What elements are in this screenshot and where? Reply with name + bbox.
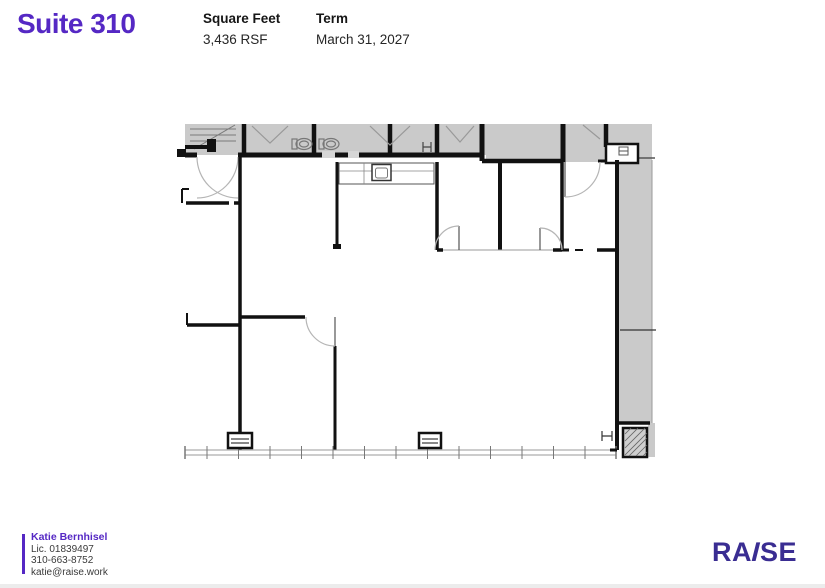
- square-feet-label: Square Feet: [203, 11, 281, 26]
- logo-text-i: I: [748, 537, 764, 567]
- agent-phone: 310-663-8752: [31, 555, 94, 566]
- agent-accent-bar: [22, 534, 25, 574]
- window-wall: [185, 450, 616, 455]
- logo-text-left: RA: [712, 537, 752, 567]
- corner-column: [602, 428, 647, 457]
- page-title: Suite 310: [17, 8, 136, 39]
- term-value: March 31, 2027: [316, 32, 410, 47]
- agent-email: katie@raise.work: [31, 566, 108, 578]
- agent-license: Lic. 01839497: [31, 543, 94, 555]
- entry-double-door: [197, 157, 238, 198]
- agent-name: Katie Bernhisel: [31, 531, 108, 543]
- agent-contact-block: [31, 532, 108, 578]
- small-room: [606, 144, 638, 163]
- term-label: Term: [316, 11, 349, 26]
- kitchen: [333, 162, 434, 249]
- office-doors: [306, 162, 600, 346]
- logo-text-right: SE: [760, 537, 798, 567]
- square-feet-value: 3,436 RSF: [203, 32, 268, 47]
- raise-logo: [712, 537, 797, 568]
- office-walls: [240, 160, 617, 450]
- page-bottom-edge: [0, 584, 825, 588]
